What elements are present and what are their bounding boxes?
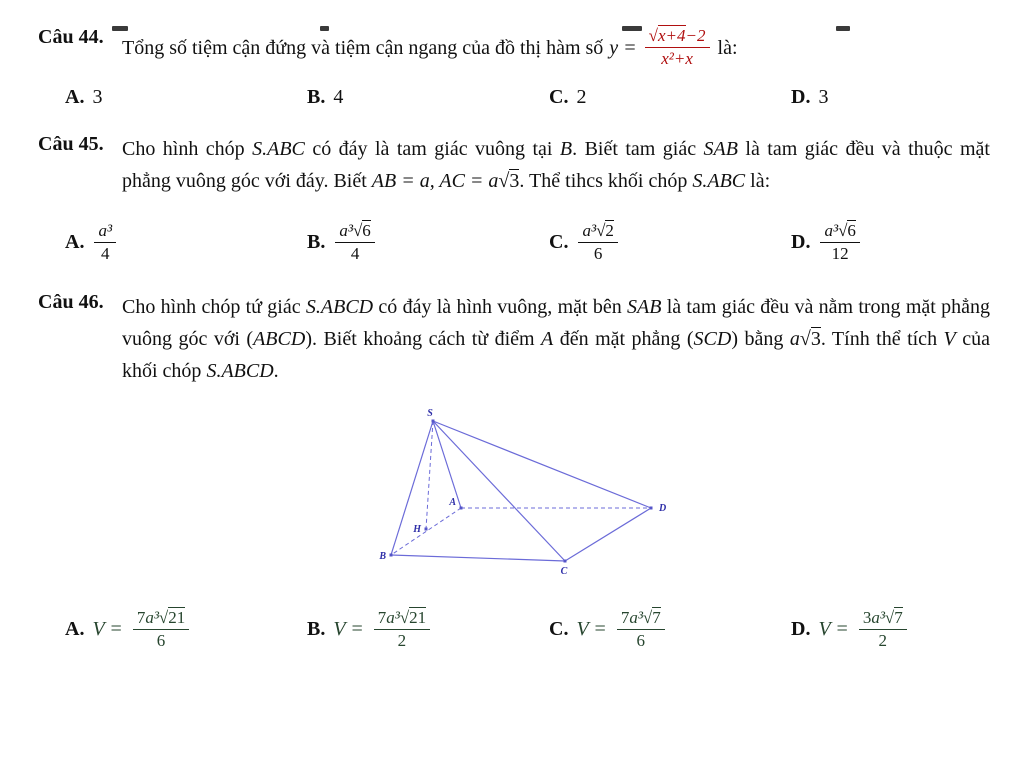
fraction-numerator: 7a³ √ 7	[617, 608, 665, 630]
point-h-marker	[425, 528, 428, 531]
question-45-label: Câu 45.	[38, 133, 104, 156]
fraction-numerator: 3a³ √ 7	[859, 608, 907, 630]
choice-44-b[interactable]	[307, 86, 549, 109]
label-b: B	[379, 551, 386, 563]
altitude-s-h	[426, 421, 433, 529]
label-a: A	[449, 497, 456, 509]
fraction	[374, 608, 430, 651]
vertex-d-marker	[650, 507, 653, 510]
fraction-denominator: 6	[593, 243, 603, 263]
fraction-denominator: 6	[156, 630, 166, 650]
choice-key: C.	[549, 85, 569, 108]
apex-s-marker	[432, 420, 435, 423]
vertex-c-marker	[564, 560, 567, 563]
fraction-denominator: 4	[101, 243, 110, 263]
choice-46-b[interactable]	[307, 608, 549, 651]
fraction-denominator: 6	[636, 630, 646, 650]
formula-lhs: V =	[576, 617, 607, 640]
formula-lhs: V =	[92, 617, 123, 640]
edge-a-b-hidden	[391, 508, 461, 555]
label-d: D	[659, 503, 667, 515]
fraction-denominator: 12	[831, 243, 849, 263]
choice-44-d[interactable]	[791, 86, 828, 109]
fraction-numerator: a³ √ 6	[335, 221, 374, 243]
fraction	[820, 221, 859, 264]
choice-key: B.	[307, 230, 326, 253]
pyramid-figure	[358, 401, 688, 576]
q44-outro: là:	[717, 36, 738, 59]
fraction	[578, 221, 617, 264]
choice-value: 2	[576, 85, 587, 108]
pyramid-diagram	[358, 401, 688, 576]
choice-45-c[interactable]	[549, 221, 791, 264]
question-45-text: Cho hình chóp S.ABC có đáy là tam giác vuông tại B. Biết tam giác SAB là tam giác đều và thuộc mặt phẳng vuông góc với đáy. Biết AB = a, AC = a √ 3. Thể tihcs khối chóp S.ABC là:	[122, 133, 990, 197]
choice-key: B.	[307, 85, 326, 108]
fraction-numerator: a³ √ 6	[820, 221, 859, 243]
fraction-numerator: 7a³ √ 21	[374, 608, 430, 630]
choice-key: B.	[307, 617, 326, 640]
vertex-b-marker	[390, 554, 393, 557]
edge-b-c	[391, 555, 565, 561]
choice-value: 3	[818, 85, 829, 108]
fraction-numerator: a³ √ 2	[578, 221, 617, 243]
fraction	[859, 608, 907, 651]
edge-s-c	[433, 421, 565, 561]
choice-45-b[interactable]	[307, 221, 549, 264]
choice-key: A.	[65, 85, 85, 108]
choice-key: C.	[549, 617, 569, 640]
choice-46-a[interactable]	[65, 608, 307, 651]
question-44-label: Câu 44.	[38, 26, 104, 48]
formula-lhs: V =	[818, 617, 849, 640]
fraction-denominator: 4	[350, 243, 360, 263]
fraction-numerator: 7a³ √ 21	[133, 608, 189, 630]
fraction-denominator: 2	[878, 630, 888, 650]
choice-key: C.	[549, 230, 569, 253]
question-44-choices	[38, 83, 990, 111]
edge-s-b	[391, 421, 433, 555]
fraction	[617, 608, 665, 651]
edge-s-a	[433, 421, 461, 508]
fraction	[94, 221, 116, 264]
question-46	[38, 291, 990, 656]
edge-s-d	[433, 421, 651, 508]
q44-formula-lhs: y =	[609, 36, 637, 59]
choice-key: D.	[791, 617, 811, 640]
choice-key: A.	[65, 230, 85, 253]
q44-fraction-denominator: x²+x	[661, 49, 693, 69]
label-h: H	[413, 524, 421, 536]
question-44-text	[122, 26, 990, 69]
label-c: C	[560, 566, 568, 577]
fraction-denominator: 2	[397, 630, 407, 650]
exam-page	[0, 26, 1024, 763]
choice-key: A.	[65, 617, 85, 640]
q44-formula	[609, 26, 711, 69]
fraction-numerator: a³	[94, 221, 116, 243]
q44-fraction-numerator: √ x+4−2	[645, 26, 710, 48]
question-45	[38, 133, 990, 269]
fraction	[133, 608, 189, 651]
q44-intro: Tổng số tiệm cận đứng và tiệm cận ngang của đồ thị hàm số	[122, 36, 604, 59]
question-45-choices	[38, 215, 990, 269]
choice-value: 3	[92, 85, 103, 108]
question-46-text: Cho hình chóp tứ giác S.ABCD có đáy là hình vuông, mặt bên SAB là tam giác đều và nằm trong mặt phẳng vuông góc với (ABCD). Biết khoảng cách từ điểm A đến mặt phẳng (SCD) bằng a √ 3. Tính thể tích V của khối chóp S.ABCD.	[122, 291, 990, 387]
choice-46-c[interactable]	[549, 608, 791, 651]
question-46-label: Câu 46.	[38, 291, 104, 314]
choice-45-d[interactable]	[791, 221, 862, 264]
question-46-choices	[38, 602, 990, 656]
fraction	[335, 221, 374, 264]
choice-key: D.	[791, 230, 811, 253]
choice-44-c[interactable]	[549, 86, 791, 109]
choice-44-a[interactable]	[65, 86, 307, 109]
choice-46-d[interactable]	[791, 608, 909, 651]
choice-45-a[interactable]	[65, 221, 307, 264]
label-s: S	[427, 408, 433, 420]
edge-c-d	[565, 508, 651, 561]
choice-value: 4	[333, 85, 344, 108]
question-44	[38, 26, 990, 111]
q44-fraction	[645, 26, 710, 69]
formula-lhs: V =	[333, 617, 364, 640]
vertex-a-marker	[460, 507, 463, 510]
choice-key: D.	[791, 85, 811, 108]
